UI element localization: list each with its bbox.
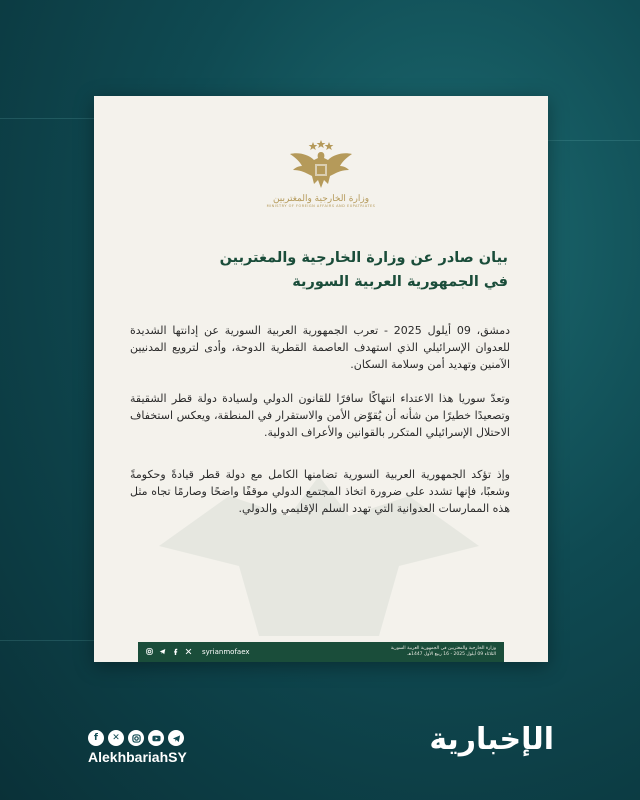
telegram-icon[interactable]	[168, 730, 184, 746]
paragraph-3: وإذ تؤكد الجمهورية العربية السورية تضامنها الكامل مع دولة قطر قيادةً وحكومةً وشعبًا، فإنها تشدد على ضرورة اتخاذ المجتمع الدولي موقفًا واضحًا وصارمًا تجاه مثل هذه الممارسات العدوانية التي تهدد السلم الإقليمي والدولي.	[130, 468, 510, 515]
ministry-emblem	[94, 140, 548, 208]
emblem-subtext: MINISTRY OF FOREIGN AFFAIRS AND EXPATRIATES	[266, 204, 376, 208]
statement-title	[124, 246, 508, 294]
channel-social-icons	[88, 730, 187, 746]
statement-card	[94, 96, 548, 662]
alekhbariah-logo: الإخبارية	[429, 722, 554, 757]
telegram-icon[interactable]	[159, 648, 166, 657]
paragraph-2: وتعدّ سوريا هذا الاعتداء انتهاكًا سافرًا للقانون الدولي ولسيادة دولة قطر الشقيقة وتصعيدًا خطيرًا من شأنه أن يُقوّض الأمن والاستقرار في المنطقة، ويعكس استخفاف الاحتلال الإسرائيلي المتكرر بالقوانين والأعراف الدولية.	[130, 392, 510, 439]
footer-social-icons	[146, 648, 192, 657]
instagram-icon[interactable]	[146, 648, 153, 657]
footer-ministry-info	[391, 646, 496, 658]
youtube-icon[interactable]	[148, 730, 164, 746]
facebook-icon[interactable]: f	[88, 730, 104, 746]
card-footer	[138, 642, 504, 662]
channel-branding	[88, 730, 187, 765]
background-line	[548, 140, 640, 141]
paragraph-1: دمشق، 09 أيلول 2025 - تعرب الجمهورية العربية السورية عن إدانتها الشديدة للعدوان الإسرائيلي الذي استهدف العاصمة القطرية الدوحة، وأدى لترويع المدنيين الآمنين وتهديد أمن وسلامة السكان.	[130, 324, 510, 371]
x-icon[interactable]	[185, 648, 192, 657]
title-line-1: بيان صادر عن وزارة الخارجية والمغتربين	[219, 250, 508, 266]
footer-date: الثلاثاء 09 أيلول 2025 - 16 ربيع الأول 1447هـ	[407, 652, 496, 657]
background-line	[0, 640, 94, 641]
footer-ministry-name: وزارة الخارجية والمغتربين في الجمهورية العربية السورية	[390, 646, 496, 651]
emblem-text: وزارة الخارجية والمغتربين	[272, 194, 370, 204]
footer-handle[interactable]: syrianmofaex	[202, 648, 250, 656]
channel-handle[interactable]: AlekhbariahSY	[88, 749, 187, 765]
background-line	[0, 118, 94, 119]
instagram-icon[interactable]	[128, 730, 144, 746]
title-line-2: في الجمهورية العربية السورية	[292, 274, 508, 290]
facebook-icon[interactable]	[172, 648, 179, 657]
eagle-emblem-icon	[288, 140, 354, 192]
x-icon[interactable]: ✕	[108, 730, 124, 746]
